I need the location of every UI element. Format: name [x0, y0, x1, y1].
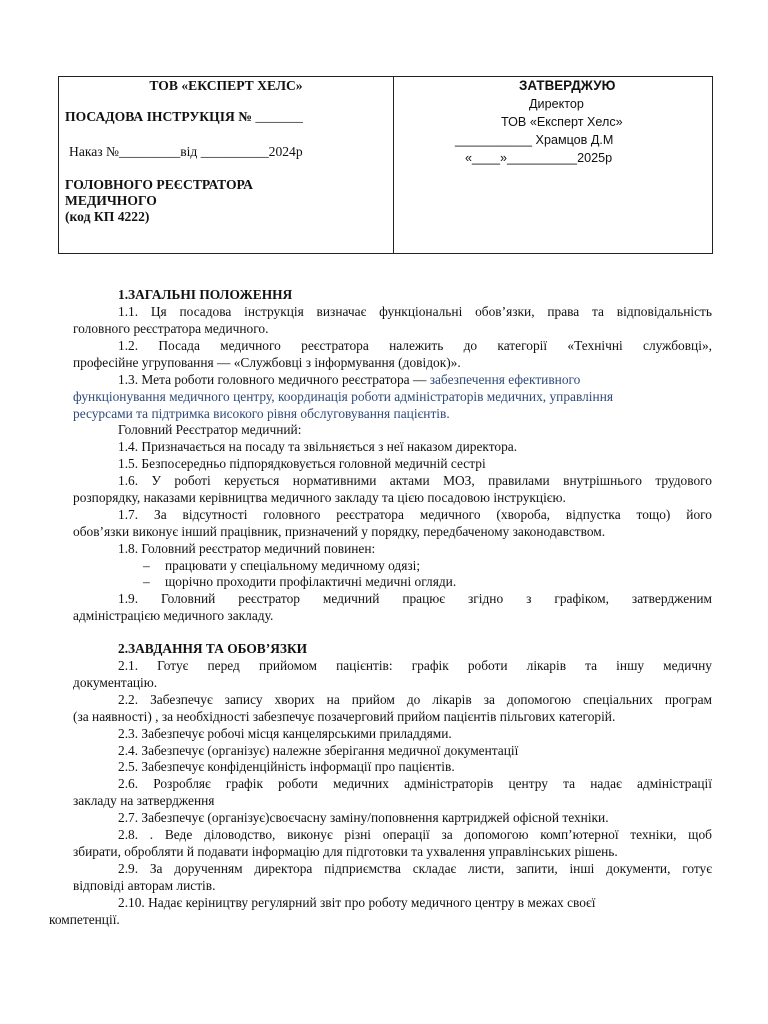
role-line-1: ГОЛОВНОГО РЕЄСТРАТОРА — [65, 177, 253, 192]
paragraph-2-8-line1: 2.8. . Веде діловодство, виконує різні операції за допомогою комп’ютерної техніки, щоб — [118, 827, 712, 842]
paragraph-2-9-line1: 2.9. За дорученням директора підприємства складає листи, запити, інші документи, готує — [118, 861, 712, 876]
signature-line: ___________ Храмцов Д.М — [455, 133, 614, 147]
paragraph-2-9-line2: відповіді авторам листів. — [73, 878, 216, 893]
paragraph-2-4: 2.4. Забезпечує (організує) належне зберігання медичної документації — [118, 743, 519, 758]
paragraph-2-8-line2: збирати, обробляти й подавати інформацію для підготовки та ухвалення управлінських рішень. — [73, 844, 618, 859]
section2-heading: 2.ЗАВДАННЯ ТА ОБОВ’ЯЗКИ — [118, 641, 308, 656]
paragraph-1-1-line2: головного реєстратора медичного. — [73, 321, 269, 336]
paragraph-1-6-line1: 1.6. У роботі керується нормативними актами МОЗ, правилами внутрішнього трудового — [118, 473, 712, 488]
company-name: ТОВ «ЕКСПЕРТ ХЕЛС» — [149, 78, 303, 93]
table-divider — [393, 77, 394, 253]
paragraph-2-1-line1: 2.1. Готує перед прийомом пацієнтів: графік роботи лікарів та іншу медичну — [118, 658, 712, 673]
paragraph-2-6-line1: 2.6. Розробляє графік роботи медичних адміністраторів центру та надає адміністрації — [118, 776, 712, 791]
paragraph-1-3-blue: забезпечення ефективного — [429, 372, 581, 387]
role-line-2: МЕДИЧНОГО — [65, 193, 157, 208]
role-title — [65, 177, 365, 225]
paragraph-1-5: 1.5. Безпосередньо підпорядковується головной медичній сестрі — [118, 456, 486, 471]
paragraph-1-3-line1 — [118, 372, 580, 389]
paragraph-1-7-line2: обов’язки виконує інший працівник, призначений у порядку, передбаченому законодавством. — [73, 524, 606, 539]
paragraph-1-8: 1.8. Головний реєстратор медичний повинен: — [118, 541, 376, 556]
paragraph-2-5: 2.5. Забезпечує конфіденційність інформації про пацієнтів. — [118, 759, 455, 774]
role-code: (код КП 4222) — [65, 209, 150, 224]
paragraph-1-3-line2: функціонування медичного центру, координація роботи адміністраторів медичних, управління — [73, 389, 614, 404]
paragraph-2-10-line2: компетенції. — [49, 912, 120, 927]
paragraph-2-10-line1: 2.10. Надає керіництву регулярний звіт про роботу медичного центру в межах своєї — [118, 895, 596, 910]
approve-label: ЗАТВЕРДЖУЮ — [519, 78, 616, 93]
director-label: Директор — [529, 97, 584, 111]
paragraph-1-9-line1: 1.9. Головний реєстратор медичний працює згідно з графіком, затвердженим — [118, 591, 712, 606]
bullet-dash-icon: – — [143, 558, 150, 573]
bullet-item-1: працювати у спеціальному медичному одязі; — [165, 558, 421, 573]
paragraph-1-2-line1: 1.2. Посада медичного реєстратора належить до категорії «Технічні службовці», — [118, 338, 712, 353]
paragraph-2-1-line2: документацію. — [73, 675, 158, 690]
section1-heading: 1.ЗАГАЛЬНІ ПОЛОЖЕННЯ — [118, 287, 293, 302]
paragraph-1-4: 1.4. Призначається на посаду та звільняється з неї наказом директора. — [118, 439, 518, 454]
instruction-number-blank: _______ — [255, 109, 303, 124]
paragraph-1-1-line1: 1.1. Ця посадова інструкція визначає функціональні обов’язки, права та відповідальність — [118, 304, 712, 319]
paragraph-2-2-line1: 2.2. Забезпечує запису хворих на прийом до лікарів за допомогою спеціальних програм — [118, 692, 712, 707]
bullet-dash-icon: – — [143, 574, 150, 589]
paragraph-2-3: 2.3. Забезпечує робочі місця канцелярськими приладдями. — [118, 726, 452, 741]
header-table — [58, 76, 713, 254]
paragraph-1-2-line2: професійне угруповання — «Службовці з інформування (довідок)». — [73, 355, 461, 370]
paragraph-2-7: 2.7. Забезпечує (організує)своєчасну заміну/поповнення картриджей офісной техніки. — [118, 810, 609, 825]
paragraph-subhead: Головний Реєстратор медичний: — [118, 422, 302, 437]
paragraph-1-6-line2: розпорядку, наказами керівництва медичного закладу та цією посадовою інструкцією. — [73, 490, 566, 505]
paragraph-1-3-line3: ресурсами та підтримка високого рівня обслуговування пацієнтів. — [73, 406, 450, 421]
company-short: ТОВ «Експерт Хелс» — [501, 115, 623, 129]
instruction-title — [65, 109, 303, 126]
paragraph-2-2-line2: (за наявності) , за необхідності забезпечує позачерговий прийом пацієнтів пільгових категорій. — [73, 709, 616, 724]
bullet-item-2: щорічно проходити профілактичні медичні огляди. — [165, 574, 457, 589]
paragraph-1-9-line2: адміністрацією медичного закладу. — [73, 608, 274, 623]
paragraph-1-7-line1: 1.7. За відсутності головного реєстратора медичного (хвороба, відпустка тощо) його — [118, 507, 712, 522]
paragraph-2-6-line2: закладу на затвердження — [73, 793, 215, 808]
approval-date: «____»__________2025р — [465, 151, 613, 165]
instruction-title-text: ПОСАДОВА ІНСТРУКЦІЯ № — [65, 109, 252, 124]
order-line: Наказ №_________від __________2024р — [69, 144, 303, 159]
paragraph-1-3-black: 1.3. Мета роботи головного медичного реєстратора — — [118, 372, 430, 387]
